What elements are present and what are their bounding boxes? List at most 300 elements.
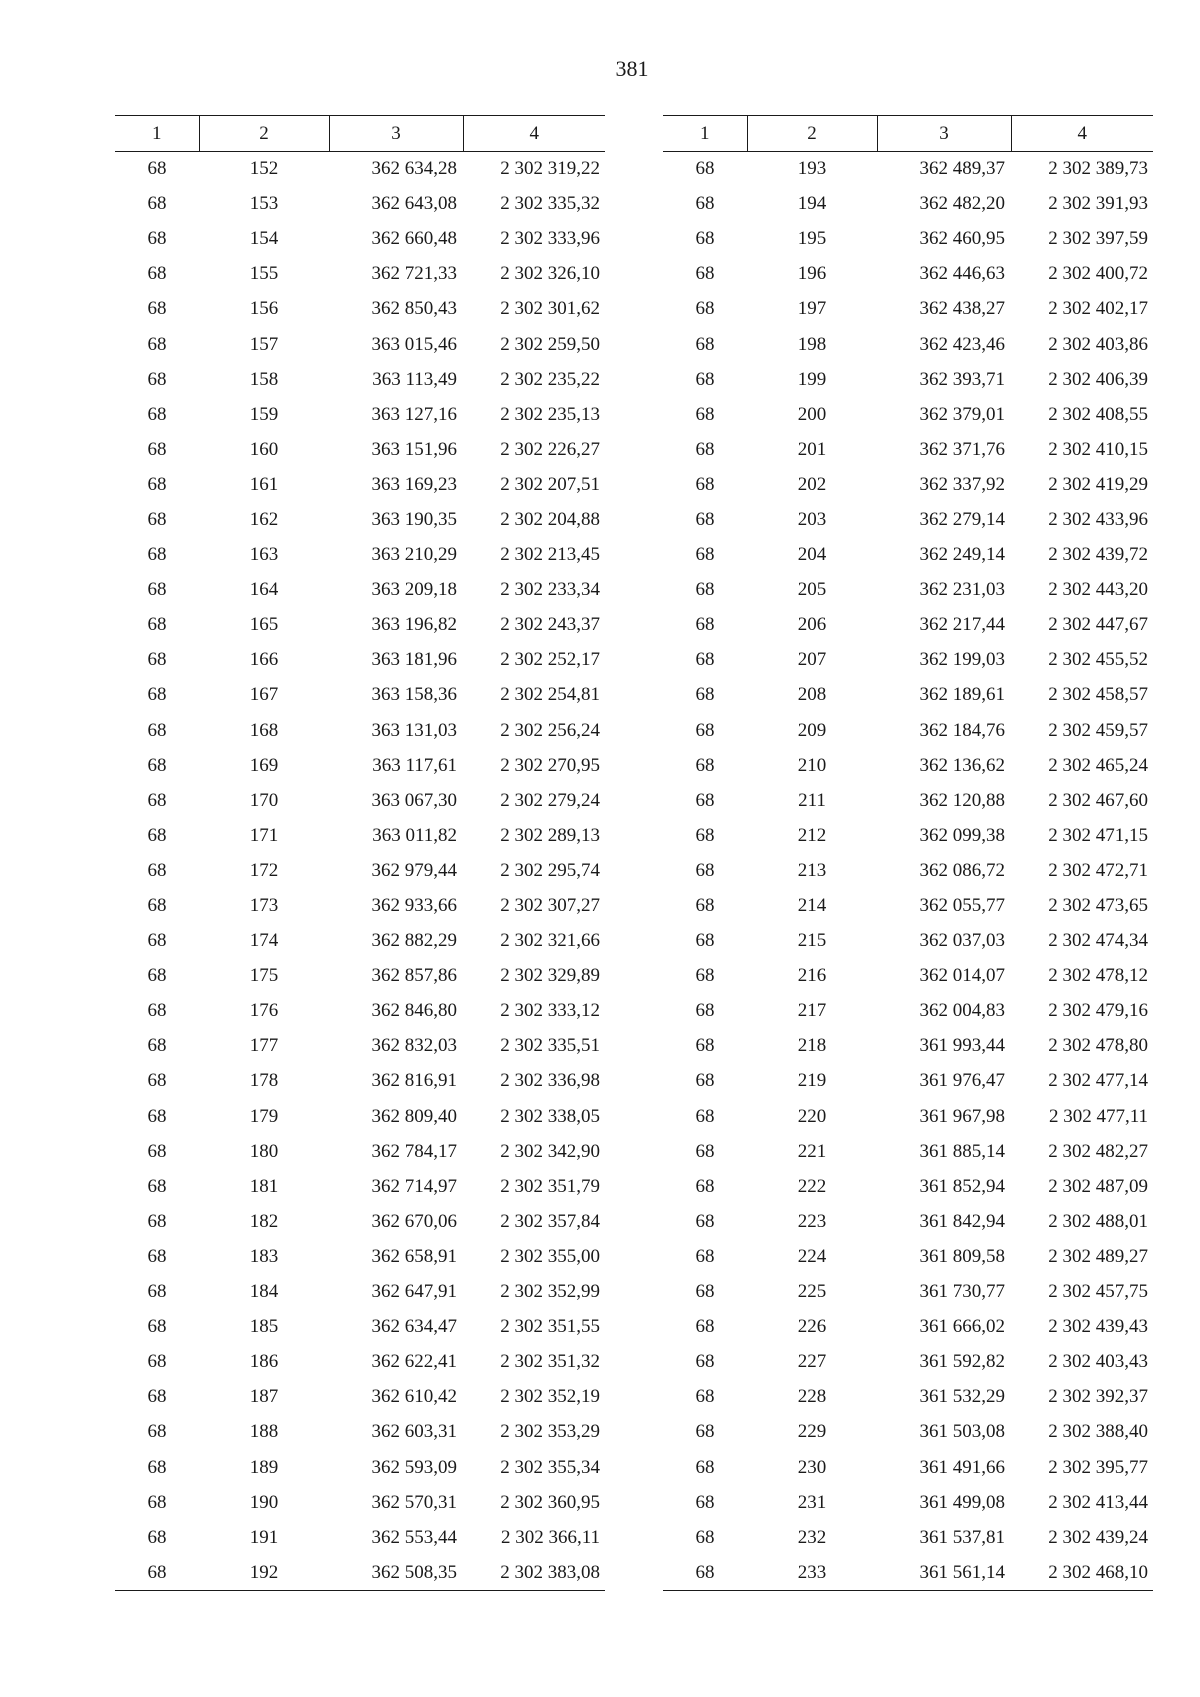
cell-point: 187	[249, 1386, 279, 1408]
cell-point: 205	[797, 579, 827, 601]
cell-y: 2 302 319,22	[500, 158, 600, 180]
cell-contour: 68	[695, 1421, 715, 1443]
cell-contour: 68	[147, 368, 167, 390]
cell-point: 164	[249, 579, 279, 601]
cell-contour: 68	[147, 1070, 167, 1092]
cell-x: 362 136,62	[919, 754, 1005, 776]
cell-point: 224	[797, 1245, 827, 1267]
table-row	[115, 608, 605, 643]
cell-x: 362 809,40	[371, 1105, 457, 1127]
cell-contour: 68	[695, 403, 715, 425]
table-row	[663, 888, 1153, 923]
cell-x: 363 067,30	[371, 789, 457, 811]
cell-point: 155	[249, 263, 279, 285]
cell-point: 215	[797, 930, 827, 952]
cell-y: 2 302 388,40	[1048, 1421, 1148, 1443]
cell-contour: 68	[695, 1456, 715, 1478]
cell-point: 206	[797, 614, 827, 636]
table-row	[663, 573, 1153, 608]
table-row	[115, 783, 605, 818]
cell-x: 362 446,63	[919, 263, 1005, 285]
cell-point: 158	[249, 368, 279, 390]
table-row	[663, 1345, 1153, 1380]
cell-x: 362 850,43	[371, 298, 457, 320]
cell-y: 2 302 329,89	[500, 965, 600, 987]
cell-contour: 68	[695, 754, 715, 776]
table-row	[115, 1099, 605, 1134]
header-col-2: 2	[199, 116, 329, 152]
cell-contour: 68	[695, 1316, 715, 1338]
table-row	[115, 1415, 605, 1450]
cell-y: 2 302 459,57	[1048, 719, 1148, 741]
cell-contour: 68	[147, 1386, 167, 1408]
cell-x: 362 337,92	[919, 473, 1005, 495]
table-row	[115, 362, 605, 397]
cell-y: 2 302 408,55	[1048, 403, 1148, 425]
cell-point: 209	[797, 719, 827, 741]
cell-x: 361 842,94	[919, 1210, 1005, 1232]
cell-x: 362 438,27	[919, 298, 1005, 320]
cell-point: 191	[249, 1526, 279, 1548]
cell-point: 183	[249, 1245, 279, 1267]
table-row	[663, 1520, 1153, 1555]
cell-x: 362 004,83	[919, 1000, 1005, 1022]
cell-point: 203	[797, 508, 827, 530]
table-row	[663, 1099, 1153, 1134]
cell-contour: 68	[695, 298, 715, 320]
cell-y: 2 302 352,99	[500, 1281, 600, 1303]
table-row	[663, 748, 1153, 783]
cell-contour: 68	[147, 508, 167, 530]
table-row	[115, 643, 605, 678]
cell-x: 362 014,07	[919, 965, 1005, 987]
cell-y: 2 302 254,81	[500, 684, 600, 706]
cell-y: 2 302 402,17	[1048, 298, 1148, 320]
cell-x: 362 460,95	[919, 228, 1005, 250]
cell-contour: 68	[695, 228, 715, 250]
cell-point: 193	[797, 158, 827, 180]
cell-contour: 68	[147, 1526, 167, 1548]
cell-point: 210	[797, 754, 827, 776]
cell-contour: 68	[695, 579, 715, 601]
table-row	[663, 1169, 1153, 1204]
cell-point: 192	[199, 1555, 329, 1590]
cell-point: 179	[249, 1105, 279, 1127]
cell-x: 363 011,82	[372, 824, 457, 846]
cell-x: 362 610,42	[371, 1386, 457, 1408]
cell-contour: 68	[147, 754, 167, 776]
table-row	[663, 222, 1153, 257]
cell-x: 361 537,81	[919, 1526, 1005, 1548]
cell-contour: 68	[695, 1175, 715, 1197]
cell-x: 362 634,47	[371, 1316, 457, 1338]
table-row	[115, 959, 605, 994]
cell-contour: 68	[695, 1281, 715, 1303]
cell-point: 169	[249, 754, 279, 776]
cell-x: 362 217,44	[919, 614, 1005, 636]
header-col-1: 1	[663, 116, 747, 152]
cell-point: 228	[797, 1386, 827, 1408]
table-row	[663, 924, 1153, 959]
cell-contour: 68	[695, 789, 715, 811]
table-row	[115, 994, 605, 1029]
cell-y: 2 302 321,66	[500, 930, 600, 952]
cell-x: 361 809,58	[919, 1245, 1005, 1267]
cell-x: 362 393,71	[919, 368, 1005, 390]
cell-y: 2 302 474,34	[1048, 930, 1148, 952]
cell-point: 170	[249, 789, 279, 811]
cell-contour: 68	[147, 579, 167, 601]
cell-point: 181	[249, 1175, 279, 1197]
table-row	[663, 818, 1153, 853]
cell-point: 184	[249, 1281, 279, 1303]
table-row	[663, 292, 1153, 327]
cell-y: 2 302 383,08	[463, 1555, 605, 1590]
cell-point: 230	[797, 1456, 827, 1478]
table-row	[115, 1275, 605, 1310]
cell-point: 160	[249, 438, 279, 460]
cell-x: 362 120,88	[919, 789, 1005, 811]
cell-x: 361 976,47	[919, 1070, 1005, 1092]
cell-point: 182	[249, 1210, 279, 1232]
header-col-3: 3	[877, 116, 1011, 152]
cell-x: 361 532,29	[919, 1386, 1005, 1408]
table-header	[663, 116, 1153, 152]
cell-y: 2 302 391,93	[1048, 193, 1148, 215]
cell-contour: 68	[147, 719, 167, 741]
cell-contour: 68	[147, 544, 167, 566]
cell-y: 2 302 443,20	[1048, 579, 1148, 601]
cell-y: 2 302 406,39	[1048, 368, 1148, 390]
cell-x: 361 885,14	[919, 1140, 1005, 1162]
cell-x: 363 127,16	[371, 403, 457, 425]
cell-point: 196	[797, 263, 827, 285]
cell-point: 180	[249, 1140, 279, 1162]
table-row	[663, 783, 1153, 818]
header-col-4: 4	[1011, 116, 1153, 152]
page-number: 381	[615, 56, 649, 81]
cell-contour: 68	[663, 1555, 747, 1590]
header-col-3: 3	[329, 116, 463, 152]
cell-x: 362 482,20	[919, 193, 1005, 215]
table-row	[115, 432, 605, 467]
cell-y: 2 302 410,15	[1048, 438, 1148, 460]
cell-x: 362 670,06	[371, 1210, 457, 1232]
table-row	[663, 853, 1153, 888]
cell-contour: 68	[695, 333, 715, 355]
cell-point: 165	[249, 614, 279, 636]
table-row	[115, 818, 605, 853]
cell-y: 2 302 333,12	[500, 1000, 600, 1022]
cell-contour: 68	[695, 1035, 715, 1057]
table-row	[663, 1555, 1153, 1590]
cell-y: 2 302 366,11	[500, 1526, 600, 1548]
cell-x: 362 603,31	[371, 1421, 457, 1443]
table-row	[115, 257, 605, 292]
cell-x: 362 086,72	[919, 859, 1005, 881]
cell-contour: 68	[147, 473, 167, 495]
cell-point: 227	[797, 1351, 827, 1373]
cell-y: 2 302 468,10	[1011, 1555, 1153, 1590]
cell-y: 2 302 235,22	[500, 368, 600, 390]
cell-point: 200	[797, 403, 827, 425]
table-row	[115, 1239, 605, 1274]
cell-y: 2 302 333,96	[500, 228, 600, 250]
header-col-1: 1	[115, 116, 199, 152]
cell-x: 361 852,94	[919, 1175, 1005, 1197]
table-row	[663, 959, 1153, 994]
cell-contour: 68	[695, 473, 715, 495]
cell-y: 2 302 355,00	[500, 1245, 600, 1267]
cell-y: 2 302 478,12	[1048, 965, 1148, 987]
table-row	[663, 1310, 1153, 1345]
cell-point: 226	[797, 1316, 827, 1338]
cell-contour: 68	[695, 965, 715, 987]
cell-x: 362 184,76	[919, 719, 1005, 741]
cell-y: 2 302 213,45	[500, 544, 600, 566]
table-row	[663, 643, 1153, 678]
table-row	[663, 397, 1153, 432]
cell-x: 362 189,61	[919, 684, 1005, 706]
header-col-4: 4	[463, 116, 605, 152]
cell-contour: 68	[147, 158, 167, 180]
cell-y: 2 302 307,27	[500, 895, 600, 917]
cell-y: 2 302 400,72	[1048, 263, 1148, 285]
table-row	[115, 152, 605, 187]
cell-y: 2 302 487,09	[1048, 1175, 1148, 1197]
cell-y: 2 302 479,16	[1048, 1000, 1148, 1022]
cell-x: 363 190,35	[371, 508, 457, 530]
cell-contour: 68	[147, 403, 167, 425]
cell-point: 208	[797, 684, 827, 706]
cell-y: 2 302 392,37	[1048, 1386, 1148, 1408]
cell-y: 2 302 336,98	[500, 1070, 600, 1092]
cell-x: 361 666,02	[919, 1316, 1005, 1338]
cell-point: 221	[797, 1140, 827, 1162]
cell-contour: 68	[695, 368, 715, 390]
cell-x: 362 816,91	[371, 1070, 457, 1092]
cell-contour: 68	[147, 930, 167, 952]
table-row	[115, 1134, 605, 1169]
cell-y: 2 302 326,10	[500, 263, 600, 285]
cell-point: 177	[249, 1035, 279, 1057]
cell-contour: 68	[147, 1316, 167, 1338]
cell-y: 2 302 467,60	[1048, 789, 1148, 811]
cell-x: 362 593,09	[371, 1456, 457, 1478]
table-row	[663, 187, 1153, 222]
cell-contour: 68	[147, 1210, 167, 1232]
cell-point: 204	[797, 544, 827, 566]
cell-y: 2 302 489,27	[1048, 1245, 1148, 1267]
cell-x: 363 181,96	[371, 649, 457, 671]
cell-point: 231	[797, 1491, 827, 1513]
cell-x: 362 643,08	[371, 193, 457, 215]
cell-x: 362 379,01	[919, 403, 1005, 425]
table-row	[663, 1029, 1153, 1064]
cell-y: 2 302 477,11	[1048, 1105, 1148, 1127]
cell-y: 2 302 439,72	[1048, 544, 1148, 566]
table-row	[663, 1485, 1153, 1520]
cell-contour: 68	[147, 684, 167, 706]
cell-contour: 68	[115, 1555, 199, 1590]
cell-contour: 68	[695, 1526, 715, 1548]
cell-contour: 68	[147, 263, 167, 285]
cell-y: 2 302 342,90	[500, 1140, 600, 1162]
cell-x: 362 647,91	[371, 1281, 457, 1303]
cell-contour: 68	[147, 1351, 167, 1373]
cell-y: 2 302 477,14	[1048, 1070, 1148, 1092]
cell-contour: 68	[695, 1070, 715, 1092]
cell-contour: 68	[147, 1491, 167, 1513]
cell-point: 161	[249, 473, 279, 495]
cell-y: 2 302 351,79	[500, 1175, 600, 1197]
cell-x: 362 055,77	[919, 895, 1005, 917]
cell-point: 156	[249, 298, 279, 320]
cell-y: 2 302 457,75	[1048, 1281, 1148, 1303]
header-col-2: 2	[747, 116, 877, 152]
cell-point: 194	[797, 193, 827, 215]
cell-contour: 68	[147, 1421, 167, 1443]
cell-y: 2 302 233,34	[500, 579, 600, 601]
cell-x: 362 489,37	[919, 158, 1005, 180]
table-row	[115, 502, 605, 537]
cell-point: 154	[249, 228, 279, 250]
cell-y: 2 302 207,51	[500, 473, 600, 495]
cell-x: 362 784,17	[371, 1140, 457, 1162]
cell-point: 198	[797, 333, 827, 355]
cell-x: 361 561,14	[877, 1555, 1011, 1590]
cell-x: 362 231,03	[919, 579, 1005, 601]
cell-point: 176	[249, 1000, 279, 1022]
table-row	[663, 1275, 1153, 1310]
table-row	[663, 327, 1153, 362]
cell-point: 162	[249, 508, 279, 530]
cell-y: 2 302 439,24	[1048, 1526, 1148, 1548]
cell-point: 222	[797, 1175, 827, 1197]
cell-point: 202	[797, 473, 827, 495]
cell-y: 2 302 458,57	[1048, 684, 1148, 706]
cell-y: 2 302 433,96	[1048, 508, 1148, 530]
table-row	[663, 152, 1153, 187]
header-row	[115, 116, 605, 152]
cell-point: 190	[249, 1491, 279, 1513]
cell-contour: 68	[695, 158, 715, 180]
cell-y: 2 302 395,77	[1048, 1456, 1148, 1478]
table-row	[115, 1345, 605, 1380]
cell-y: 2 302 270,95	[500, 754, 600, 776]
cell-x: 363 169,23	[371, 473, 457, 495]
table-row	[115, 853, 605, 888]
cell-x: 362 857,86	[371, 965, 457, 987]
cell-x: 363 015,46	[371, 333, 457, 355]
table-row	[663, 1450, 1153, 1485]
cell-point: 153	[249, 193, 279, 215]
cell-x: 362 199,03	[919, 649, 1005, 671]
cell-y: 2 302 243,37	[500, 614, 600, 636]
cell-x: 362 508,35	[329, 1555, 463, 1590]
table-row	[115, 1520, 605, 1555]
cell-contour: 68	[695, 1351, 715, 1373]
cell-contour: 68	[147, 1245, 167, 1267]
cell-x: 362 099,38	[919, 824, 1005, 846]
header-row	[663, 116, 1153, 152]
cell-x: 362 832,03	[371, 1035, 457, 1057]
cell-point: 199	[797, 368, 827, 390]
cell-contour: 68	[695, 1000, 715, 1022]
cell-x: 363 196,82	[371, 614, 457, 636]
cell-point: 178	[249, 1070, 279, 1092]
cell-x: 361 592,82	[919, 1351, 1005, 1373]
cell-point: 195	[797, 228, 827, 250]
cell-y: 2 302 478,80	[1048, 1035, 1148, 1057]
cell-x: 361 499,08	[919, 1491, 1005, 1513]
table-row	[663, 1239, 1153, 1274]
table-row	[115, 1380, 605, 1415]
cell-point: 218	[797, 1035, 827, 1057]
cell-contour: 68	[147, 1105, 167, 1127]
cell-contour: 68	[695, 684, 715, 706]
cell-contour: 68	[695, 1105, 715, 1127]
cell-point: 171	[249, 824, 279, 846]
cell-contour: 68	[147, 1035, 167, 1057]
cell-contour: 68	[695, 1491, 715, 1513]
cell-contour: 68	[695, 719, 715, 741]
cell-x: 363 113,49	[372, 368, 457, 390]
cell-contour: 68	[695, 263, 715, 285]
cell-x: 361 730,77	[919, 1281, 1005, 1303]
table-row	[663, 608, 1153, 643]
table-row	[115, 1204, 605, 1239]
cell-y: 2 302 439,43	[1048, 1316, 1148, 1338]
cell-point: 229	[797, 1421, 827, 1443]
cell-contour: 68	[147, 1175, 167, 1197]
cell-y: 2 302 403,43	[1048, 1351, 1148, 1373]
cell-contour: 68	[147, 824, 167, 846]
table-header	[115, 116, 605, 152]
cell-point: 233	[747, 1555, 877, 1590]
cell-point: 214	[797, 895, 827, 917]
table-row	[115, 327, 605, 362]
cell-point: 213	[797, 859, 827, 881]
cell-contour: 68	[695, 824, 715, 846]
table-row	[115, 888, 605, 923]
cell-point: 163	[249, 544, 279, 566]
cell-y: 2 302 465,24	[1048, 754, 1148, 776]
table-row	[663, 502, 1153, 537]
table-row	[663, 432, 1153, 467]
cell-y: 2 302 351,55	[500, 1316, 600, 1338]
cell-contour: 68	[695, 649, 715, 671]
cell-contour: 68	[147, 965, 167, 987]
table-row	[115, 538, 605, 573]
cell-y: 2 302 259,50	[500, 333, 600, 355]
cell-y: 2 302 397,59	[1048, 228, 1148, 250]
cell-y: 2 302 482,27	[1048, 1140, 1148, 1162]
cell-contour: 68	[147, 298, 167, 320]
cell-contour: 68	[695, 614, 715, 636]
table-row	[115, 573, 605, 608]
table-row	[115, 1310, 605, 1345]
table-row	[663, 1064, 1153, 1099]
table-row	[115, 467, 605, 502]
cell-point: 186	[249, 1351, 279, 1373]
cell-point: 225	[797, 1281, 827, 1303]
cell-x: 361 967,98	[919, 1105, 1005, 1127]
table-row	[115, 1450, 605, 1485]
cell-x: 361 491,66	[919, 1456, 1005, 1478]
table-row	[663, 257, 1153, 292]
table-row	[115, 292, 605, 327]
